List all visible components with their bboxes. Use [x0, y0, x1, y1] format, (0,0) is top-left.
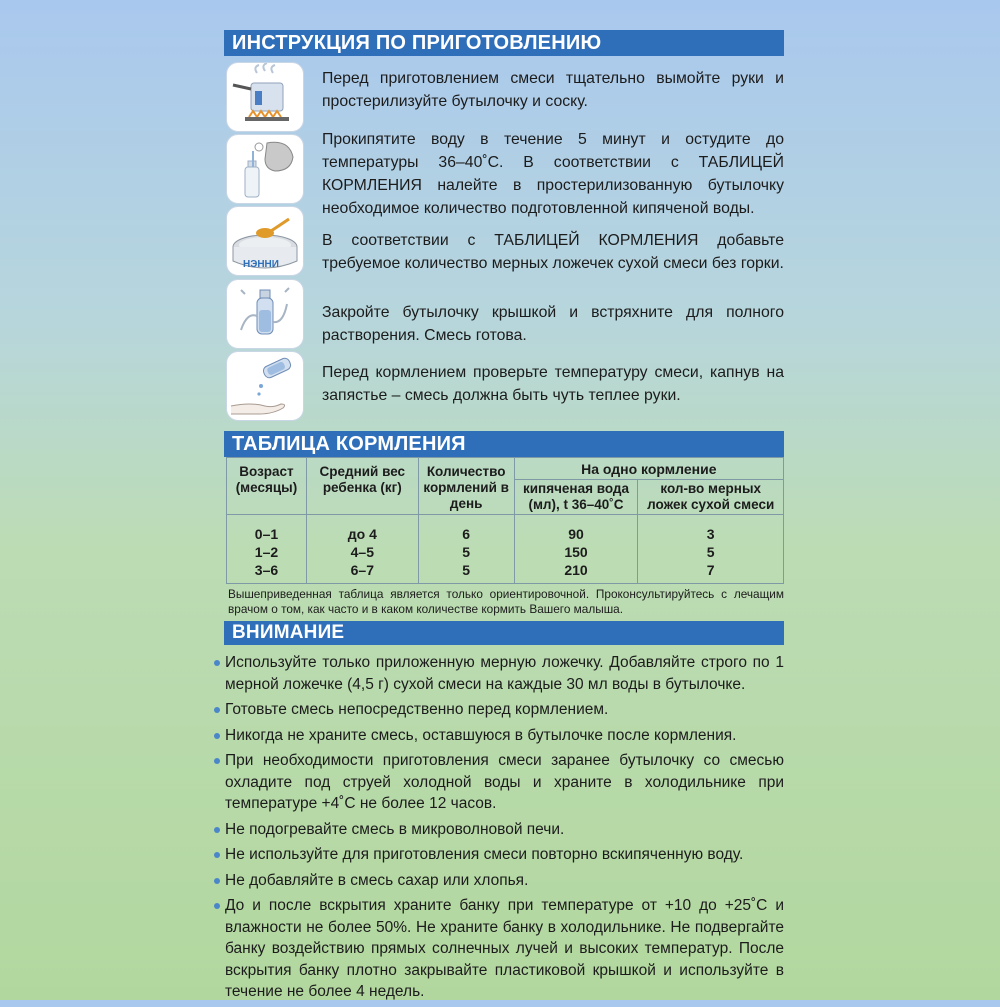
cell-feedings: 5 [418, 561, 514, 584]
cell-age: 1–2 [227, 543, 307, 561]
table-note: Вышеприведенная таблица является только ориентировочной. Проконсультируйтесь с лечащим врачом о том, как часто и в каком количестве кормить Вашего малыша. [228, 587, 784, 616]
attention-title: ВНИМАНИЕ [224, 621, 784, 645]
instructions-title: ИНСТРУКЦИЯ ПО ПРИГОТОВЛЕНИЮ [224, 30, 784, 56]
step-3-image [226, 206, 304, 276]
cell-feedings: 5 [418, 543, 514, 561]
table-row [227, 561, 784, 584]
list-item [214, 870, 784, 892]
kettle-pour-icon [227, 135, 303, 203]
list-item [214, 750, 784, 815]
header-weight: Средний вес ребенка (кг) [306, 458, 418, 515]
cell-water: 150 [514, 543, 638, 561]
header-age: Возраст (месяцы) [227, 458, 307, 515]
list-item [214, 895, 784, 1003]
bullet-dot-icon [214, 758, 220, 764]
step-5-image [226, 351, 304, 421]
list-item [214, 652, 784, 695]
bullet-dot-icon [214, 733, 220, 739]
table-row [227, 543, 784, 561]
bullet-dot-icon [214, 903, 220, 909]
cell-water: 210 [514, 561, 638, 584]
attention-item-text: Не используйте для приготовления смеси повторно вскипяченную воду. [225, 846, 744, 863]
header-per-feeding: На одно кормление [514, 458, 783, 480]
attention-item-text: До и после вскрытия храните банку при температуре от +10 до +25˚С и влажности не более 50%. Не храните банку в холодильнике. Не подвергайте банку воздействию прямых солнечных лучей и высоких температур. После вскрытия банку плотно закрывайте пластиковой крышкой и используйте в течение не более 4 недель. [225, 897, 784, 1000]
attention-item-text: Используйте только приложенную мерную ложечку. Добавляйте строго по 1 мерной ложечке (4,5 г) сухой смеси на каждые 30 мл воды в бутылочке. [225, 654, 784, 693]
cell-weight: до 4 [306, 515, 418, 544]
cell-feedings: 6 [418, 515, 514, 544]
cell-age: 0–1 [227, 515, 307, 544]
bullet-dot-icon [214, 852, 220, 858]
wrist-test-icon [227, 352, 303, 420]
attention-item-text: Не подогревайте смесь в микроволновой печи. [225, 820, 565, 838]
step-5-text: Перед кормлением проверьте температуру смеси, капнув на запястье – смесь должна быть чуть теплее руки. [322, 364, 784, 404]
step-2-text: Прокипятите воду в течение 5 минут и остудите до температуры 36–40˚С. В соответствии с ТАБЛИЦЕЙ КОРМЛЕНИЯ налейте в простерилизованную бутылочку необходимое количество подготовленной кипяченой воды. [322, 131, 784, 217]
cell-weight: 6–7 [306, 561, 418, 584]
bullet-dot-icon [214, 827, 220, 833]
feeding-table-title: ТАБЛИЦА КОРМЛЕНИЯ [224, 431, 784, 457]
step-1-image [226, 62, 304, 132]
list-item [214, 819, 784, 841]
attention-list [214, 652, 784, 1007]
attention-item-text: Не добавляйте в смесь сахар или хлопья. [225, 871, 529, 889]
attention-item-text: Готовьте смесь непосредственно перед кормлением. [225, 701, 609, 718]
attention-item-text: При необходимости приготовления смеси заранее бутылочку со смесью охладите под струей холодной воды и храните в холодильнике при температуре +4˚С не более 12 часов. [225, 752, 784, 812]
bullet-dot-icon [214, 707, 220, 713]
list-item [214, 725, 784, 747]
tin-label: НЭННИ [243, 259, 279, 270]
cell-weight: 4–5 [306, 543, 418, 561]
list-item [214, 699, 784, 721]
feeding-table [226, 457, 784, 584]
step-4-text: Закройте бутылочку крышкой и встряхните для полного растворения. Смесь готова. [322, 304, 784, 344]
cell-scoops: 3 [638, 515, 784, 544]
step-1-text: Перед приготовлением смеси тщательно вымойте руки и простерилизуйте бутылочку и соску. [322, 70, 784, 110]
pot-boiling-icon [227, 63, 303, 131]
attention-item-text: Никогда не храните смесь, оставшуюся в бутылочке после кормления. [225, 726, 737, 744]
step-4-image [226, 279, 304, 349]
scoop-tin-icon [227, 207, 303, 275]
list-item [214, 844, 784, 866]
table-row [227, 515, 784, 544]
bottle-shake-icon [227, 280, 303, 348]
bullet-dot-icon [214, 878, 220, 884]
cell-scoops: 7 [638, 561, 784, 584]
cell-age: 3–6 [227, 561, 307, 584]
header-feedings: Количество кормлений в день [418, 458, 514, 515]
cell-scoops: 5 [638, 543, 784, 561]
cell-water: 90 [514, 515, 638, 544]
step-2-image [226, 134, 304, 204]
bullet-dot-icon [214, 660, 220, 666]
step-3-text: В соответствии с ТАБЛИЦЕЙ КОРМЛЕНИЯ добавьте требуемое количество мерных ложечек сухой смеси без горки. [322, 232, 784, 272]
header-water: кипяченая вода (мл), t 36–40˚С [514, 480, 638, 515]
header-scoops: кол-во мерных ложек сухой смеси [638, 480, 784, 515]
